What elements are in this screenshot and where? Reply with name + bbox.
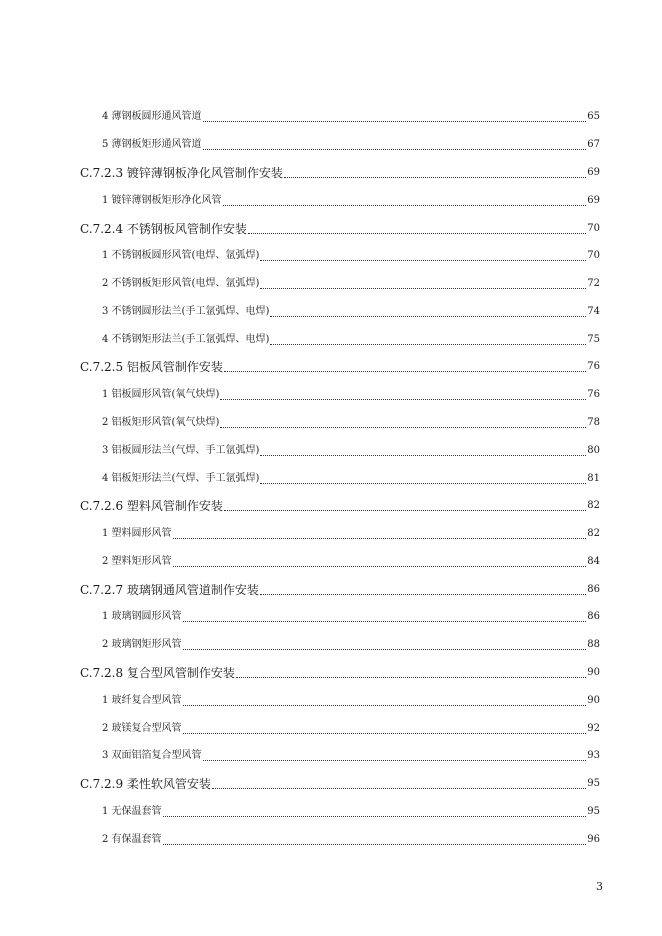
toc-entry-page: 96 — [587, 834, 600, 845]
toc-entry-title: C.7.2.8 复合型风管制作安装 — [80, 666, 235, 680]
toc-leader-dots — [212, 788, 586, 789]
toc-entry-page: 72 — [587, 278, 600, 289]
toc-entry-page: 90 — [587, 695, 600, 706]
toc-entry — [102, 386, 600, 404]
toc-leader-dots — [183, 705, 587, 706]
toc-leader-dots — [223, 205, 587, 206]
toc-leader-dots — [224, 371, 586, 372]
toc-entry-page: 82 — [587, 500, 600, 511]
toc-leader-dots — [270, 316, 586, 317]
toc-leader-dots — [163, 816, 587, 817]
toc-entry — [102, 108, 600, 126]
toc-entry-page: 95 — [587, 806, 600, 817]
page-number: 3 — [596, 880, 603, 893]
toc-entry-title: 2 玻镁复合型风管 — [102, 723, 182, 734]
toc-entry-title: 1 无保温套管 — [102, 806, 162, 817]
toc-leader-dots — [224, 510, 586, 511]
toc-entry-title: 2 有保温套管 — [102, 834, 162, 845]
toc-entry — [102, 608, 600, 626]
toc-leader-dots — [248, 233, 586, 234]
toc-entry-title: 1 玻纤复合型风管 — [102, 695, 182, 706]
toc-entry-page: 69 — [587, 167, 600, 178]
toc-entry-title: 1 铝板圆形风管(氧气炔焊) — [102, 389, 220, 400]
toc-entry-title: C.7.2.7 玻璃钢通风管道制作安装 — [80, 583, 259, 597]
toc-leader-dots — [284, 177, 586, 178]
toc-entry-page: 76 — [587, 389, 600, 400]
toc-entry-page: 81 — [587, 473, 600, 484]
toc-section-entry — [80, 164, 600, 182]
toc-entry-title: C.7.2.6 塑料风管制作安装 — [80, 499, 223, 513]
toc-entry-page: 70 — [587, 223, 600, 234]
toc-entry — [102, 470, 600, 488]
toc-section-entry — [80, 581, 600, 599]
toc-entry — [102, 636, 600, 654]
toc-entry-page: 74 — [587, 306, 600, 317]
toc-entry-title: 1 塑料圆形风管 — [102, 528, 172, 539]
toc-leader-dots — [260, 483, 586, 484]
toc-entry-page: 92 — [587, 723, 600, 734]
toc-entry — [102, 136, 600, 154]
toc-leader-dots — [260, 288, 586, 289]
toc-entry — [102, 692, 600, 710]
toc-entry-page: 70 — [587, 250, 600, 261]
toc-leader-dots — [183, 733, 587, 734]
toc-section-entry — [80, 358, 600, 376]
toc-entry-page: 67 — [587, 139, 600, 150]
toc-entry — [102, 803, 600, 821]
toc-leader-dots — [236, 677, 586, 678]
toc-leader-dots — [260, 455, 586, 456]
toc-entry-page: 80 — [587, 445, 600, 456]
toc-entry — [102, 720, 600, 738]
toc-entry-page: 88 — [587, 639, 600, 650]
toc-entry-title: C.7.2.3 镀锌薄钢板净化风管制作安装 — [80, 166, 283, 180]
toc-entry-page: 82 — [587, 528, 600, 539]
toc-entry-title: 1 不锈钢板圆形风管(电焊、氩弧焊) — [102, 250, 260, 261]
toc-entry — [102, 192, 600, 210]
toc-entry-title: 3 双面铝箔复合型风管 — [102, 750, 202, 761]
toc-section-entry — [80, 664, 600, 682]
toc-entry-title: 4 铝板矩形法兰(气焊、手工氩弧焊) — [102, 473, 260, 484]
toc-section-entry — [80, 497, 600, 515]
toc-entry-title: 4 薄钢板圆形通风管道 — [102, 111, 202, 122]
toc-entry — [102, 414, 600, 432]
toc-entry-title: 4 不锈钢矩形法兰(手工氩弧焊、电焊) — [102, 334, 270, 345]
toc-leader-dots — [220, 427, 586, 428]
toc-entry — [102, 275, 600, 293]
toc-leader-dots — [183, 621, 587, 622]
toc-leader-dots — [203, 760, 587, 761]
toc-leader-dots — [270, 344, 586, 345]
toc-entry-title: 2 不锈钢板矩形风管(电焊、氩弧焊) — [102, 278, 260, 289]
toc-entry-page: 93 — [587, 750, 600, 761]
toc-section-entry — [80, 775, 600, 793]
toc-entry — [102, 303, 600, 321]
toc-leader-dots — [260, 594, 586, 595]
toc-entry-page: 86 — [587, 584, 600, 595]
toc-entry — [102, 553, 600, 571]
toc-entry-title: 2 玻璃钢矩形风管 — [102, 639, 182, 650]
toc-leader-dots — [203, 149, 587, 150]
toc-entry-title: 3 铝板圆形法兰(气焊、手工氩弧焊) — [102, 445, 260, 456]
toc-entry-title: C.7.2.4 不锈钢板风管制作安装 — [80, 222, 247, 236]
toc-entry — [102, 247, 600, 265]
toc-entry-title: 2 铝板矩形风管(氧气炔焊) — [102, 417, 220, 428]
toc-entry-page: 84 — [587, 556, 600, 567]
toc-leader-dots — [220, 399, 586, 400]
toc-entry-page: 86 — [587, 611, 600, 622]
toc-entry — [102, 331, 600, 349]
toc-entry-page: 65 — [587, 111, 600, 122]
toc-leader-dots — [163, 844, 587, 845]
toc-leader-dots — [183, 649, 587, 650]
toc-entry — [102, 831, 600, 849]
toc-entry-title: 1 玻璃钢圆形风管 — [102, 611, 182, 622]
toc-entry-page: 69 — [587, 195, 600, 206]
toc-entry-title: 5 薄钢板矩形通风管道 — [102, 139, 202, 150]
toc-section-entry — [80, 220, 600, 238]
toc-entry-title: 1 镀锌薄钢板矩形净化风管 — [102, 195, 222, 206]
toc-entry — [102, 525, 600, 543]
toc-entry-title: C.7.2.9 柔性软风管安装 — [80, 777, 211, 791]
toc-leader-dots — [203, 121, 587, 122]
toc-entry — [102, 747, 600, 765]
toc-entry-page: 90 — [587, 667, 600, 678]
toc-entry-page: 78 — [587, 417, 600, 428]
toc-leader-dots — [260, 260, 586, 261]
toc-entry-title: C.7.2.5 铝板风管制作安装 — [80, 360, 223, 374]
toc-entry — [102, 442, 600, 460]
toc-entry-title: 3 不锈钢圆形法兰(手工氩弧焊、电焊) — [102, 306, 270, 317]
toc-leader-dots — [173, 566, 587, 567]
toc-entry-page: 95 — [587, 778, 600, 789]
toc-leader-dots — [173, 538, 587, 539]
toc-entry-title: 2 塑料矩形风管 — [102, 556, 172, 567]
toc-entry-page: 76 — [587, 361, 600, 372]
toc-entry-page: 75 — [587, 334, 600, 345]
